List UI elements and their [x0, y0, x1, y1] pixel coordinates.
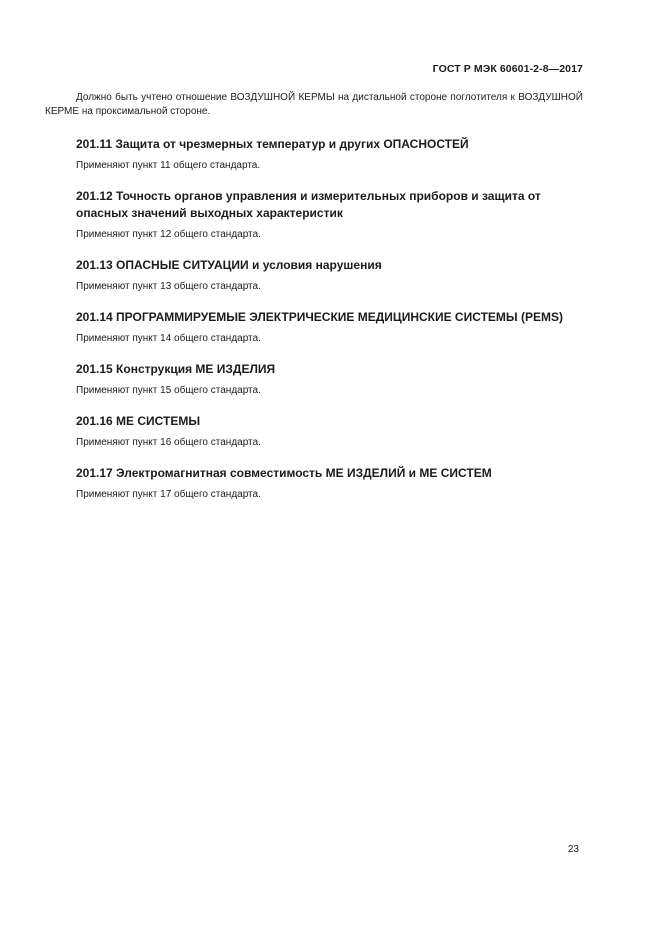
- intro-paragraph: Должно быть учтено отношение ВОЗДУШНОЙ КЕРМЫ на дистальной стороне поглотителя к ВОЗДУШНОЙ КЕРМЕ на проксимальной стороне.: [45, 92, 583, 117]
- section-body: Применяют пункт 16 общего стандарта.: [76, 437, 261, 448]
- section-201-13: [45, 257, 583, 294]
- page-number: 23: [567, 844, 579, 855]
- section-title: 201.12 Точность органов управления и измерительных приборов и защита от опасных значений выходных характеристик: [76, 189, 541, 220]
- section-body: Применяют пункт 13 общего стандарта.: [76, 281, 261, 292]
- section-201-14: [45, 309, 583, 346]
- section-title: 201.16 МЕ СИСТЕМЫ: [76, 414, 201, 428]
- section-title: 201.13 ОПАСНЫЕ СИТУАЦИИ и условия нарушения: [76, 258, 382, 272]
- section-body: Применяют пункт 14 общего стандарта.: [76, 333, 261, 344]
- section-title: 201.17 Электромагнитная совместимость МЕ ИЗДЕЛИЙ и МЕ СИСТЕМ: [76, 466, 492, 480]
- section-body: Применяют пункт 15 общего стандарта.: [76, 385, 261, 396]
- section-201-12: [45, 188, 583, 242]
- section-201-15: [45, 361, 583, 398]
- section-body: Применяют пункт 11 общего стандарта.: [76, 160, 261, 171]
- standard-code-header: ГОСТ Р МЭК 60601-2-8—2017: [432, 63, 583, 75]
- document-content: [45, 91, 583, 517]
- section-201-11: [45, 136, 583, 173]
- section-title: 201.14 ПРОГРАММИРУЕМЫЕ ЭЛЕКТРИЧЕСКИЕ МЕДИЦИНСКИЕ СИСТЕМЫ (PEMS): [76, 310, 564, 324]
- section-201-17: [45, 465, 583, 502]
- section-title: 201.11 Защита от чрезмерных температур и других ОПАСНОСТЕЙ: [76, 137, 469, 151]
- section-body: Применяют пункт 17 общего стандарта.: [76, 489, 261, 500]
- section-body: Применяют пункт 12 общего стандарта.: [76, 229, 261, 240]
- section-title: 201.15 Конструкция МЕ ИЗДЕЛИЯ: [76, 362, 276, 376]
- section-201-16: [45, 413, 583, 450]
